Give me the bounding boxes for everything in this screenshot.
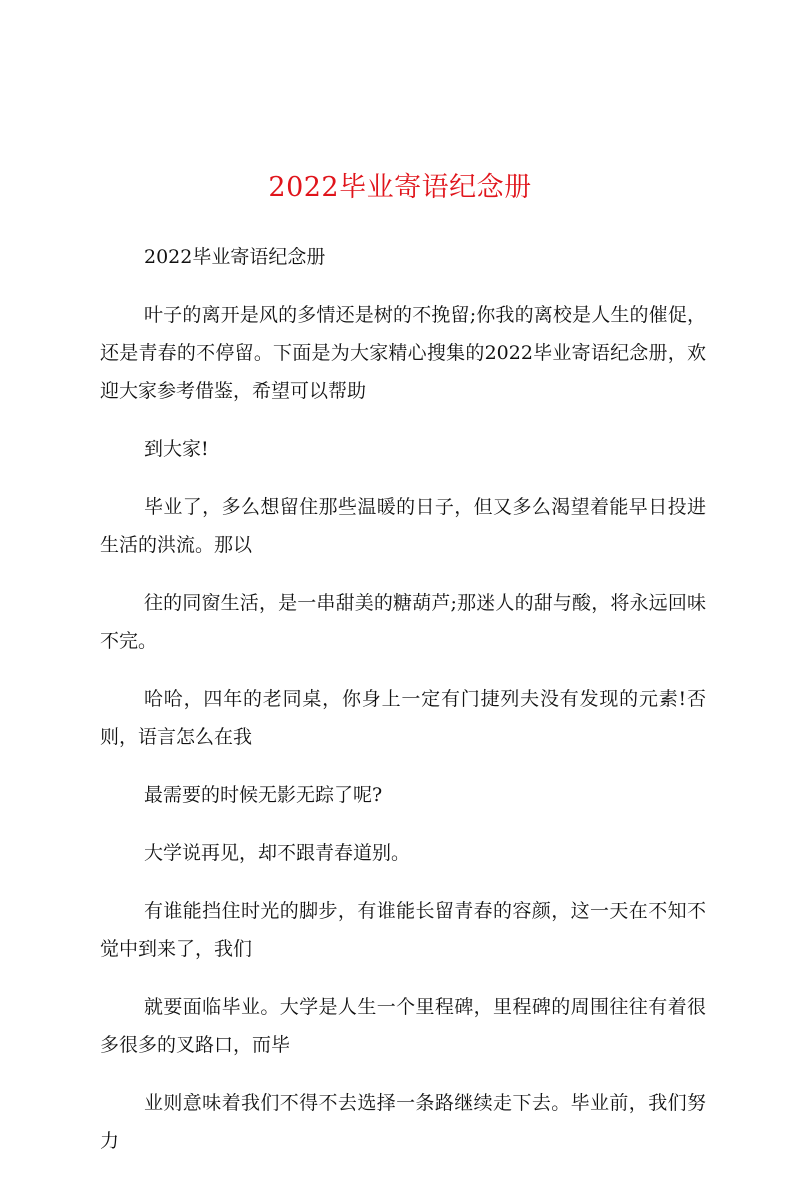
paragraph-deskmate: 哈哈，四年的老同桌，你身上一定有门捷列夫没有发现的元素!否则，语言怎么在我 xyxy=(100,688,706,748)
document-title: 2022毕业寄语纪念册 xyxy=(268,172,532,203)
paragraph-milestone: 就要面临毕业。大学是人生一个里程碑，里程碑的周围往往有着很多很多的叉路口，而毕 xyxy=(100,996,706,1056)
paragraph-graduation: 毕业了，多么想留住那些温暖的日子，但又多么渴望着能早日投进生活的洪流。那以 xyxy=(100,496,706,556)
paragraph-choice: 业则意味着我们不得不去选择一条路继续走下去。毕业前，我们努力 xyxy=(100,1092,706,1152)
document-body xyxy=(100,238,706,1180)
paragraph-intro-end: 到大家! xyxy=(144,438,209,460)
paragraph-intro: 叶子的离开是风的多情还是树的不挽留;你我的离校是人生的催促，还是青春的不停留。下面是为大家精心搜集的2022毕业寄语纪念册，欢迎大家参考借鉴，希望可以帮助 xyxy=(100,304,706,402)
paragraph-deskmate-end: 最需要的时候无影无踪了呢? xyxy=(144,784,383,806)
paragraph-farewell: 大学说再见，却不跟青春道别。 xyxy=(144,842,411,864)
paragraph-classmates: 往的同窗生活，是一串甜美的糖葫芦;那迷人的甜与酸，将永远回味不完。 xyxy=(100,592,706,652)
paragraph-time: 有谁能挡住时光的脚步，有谁能长留青春的容颜，这一天在不知不觉中到来了，我们 xyxy=(100,900,706,960)
paragraph-subtitle: 2022毕业寄语纪念册 xyxy=(144,246,326,268)
